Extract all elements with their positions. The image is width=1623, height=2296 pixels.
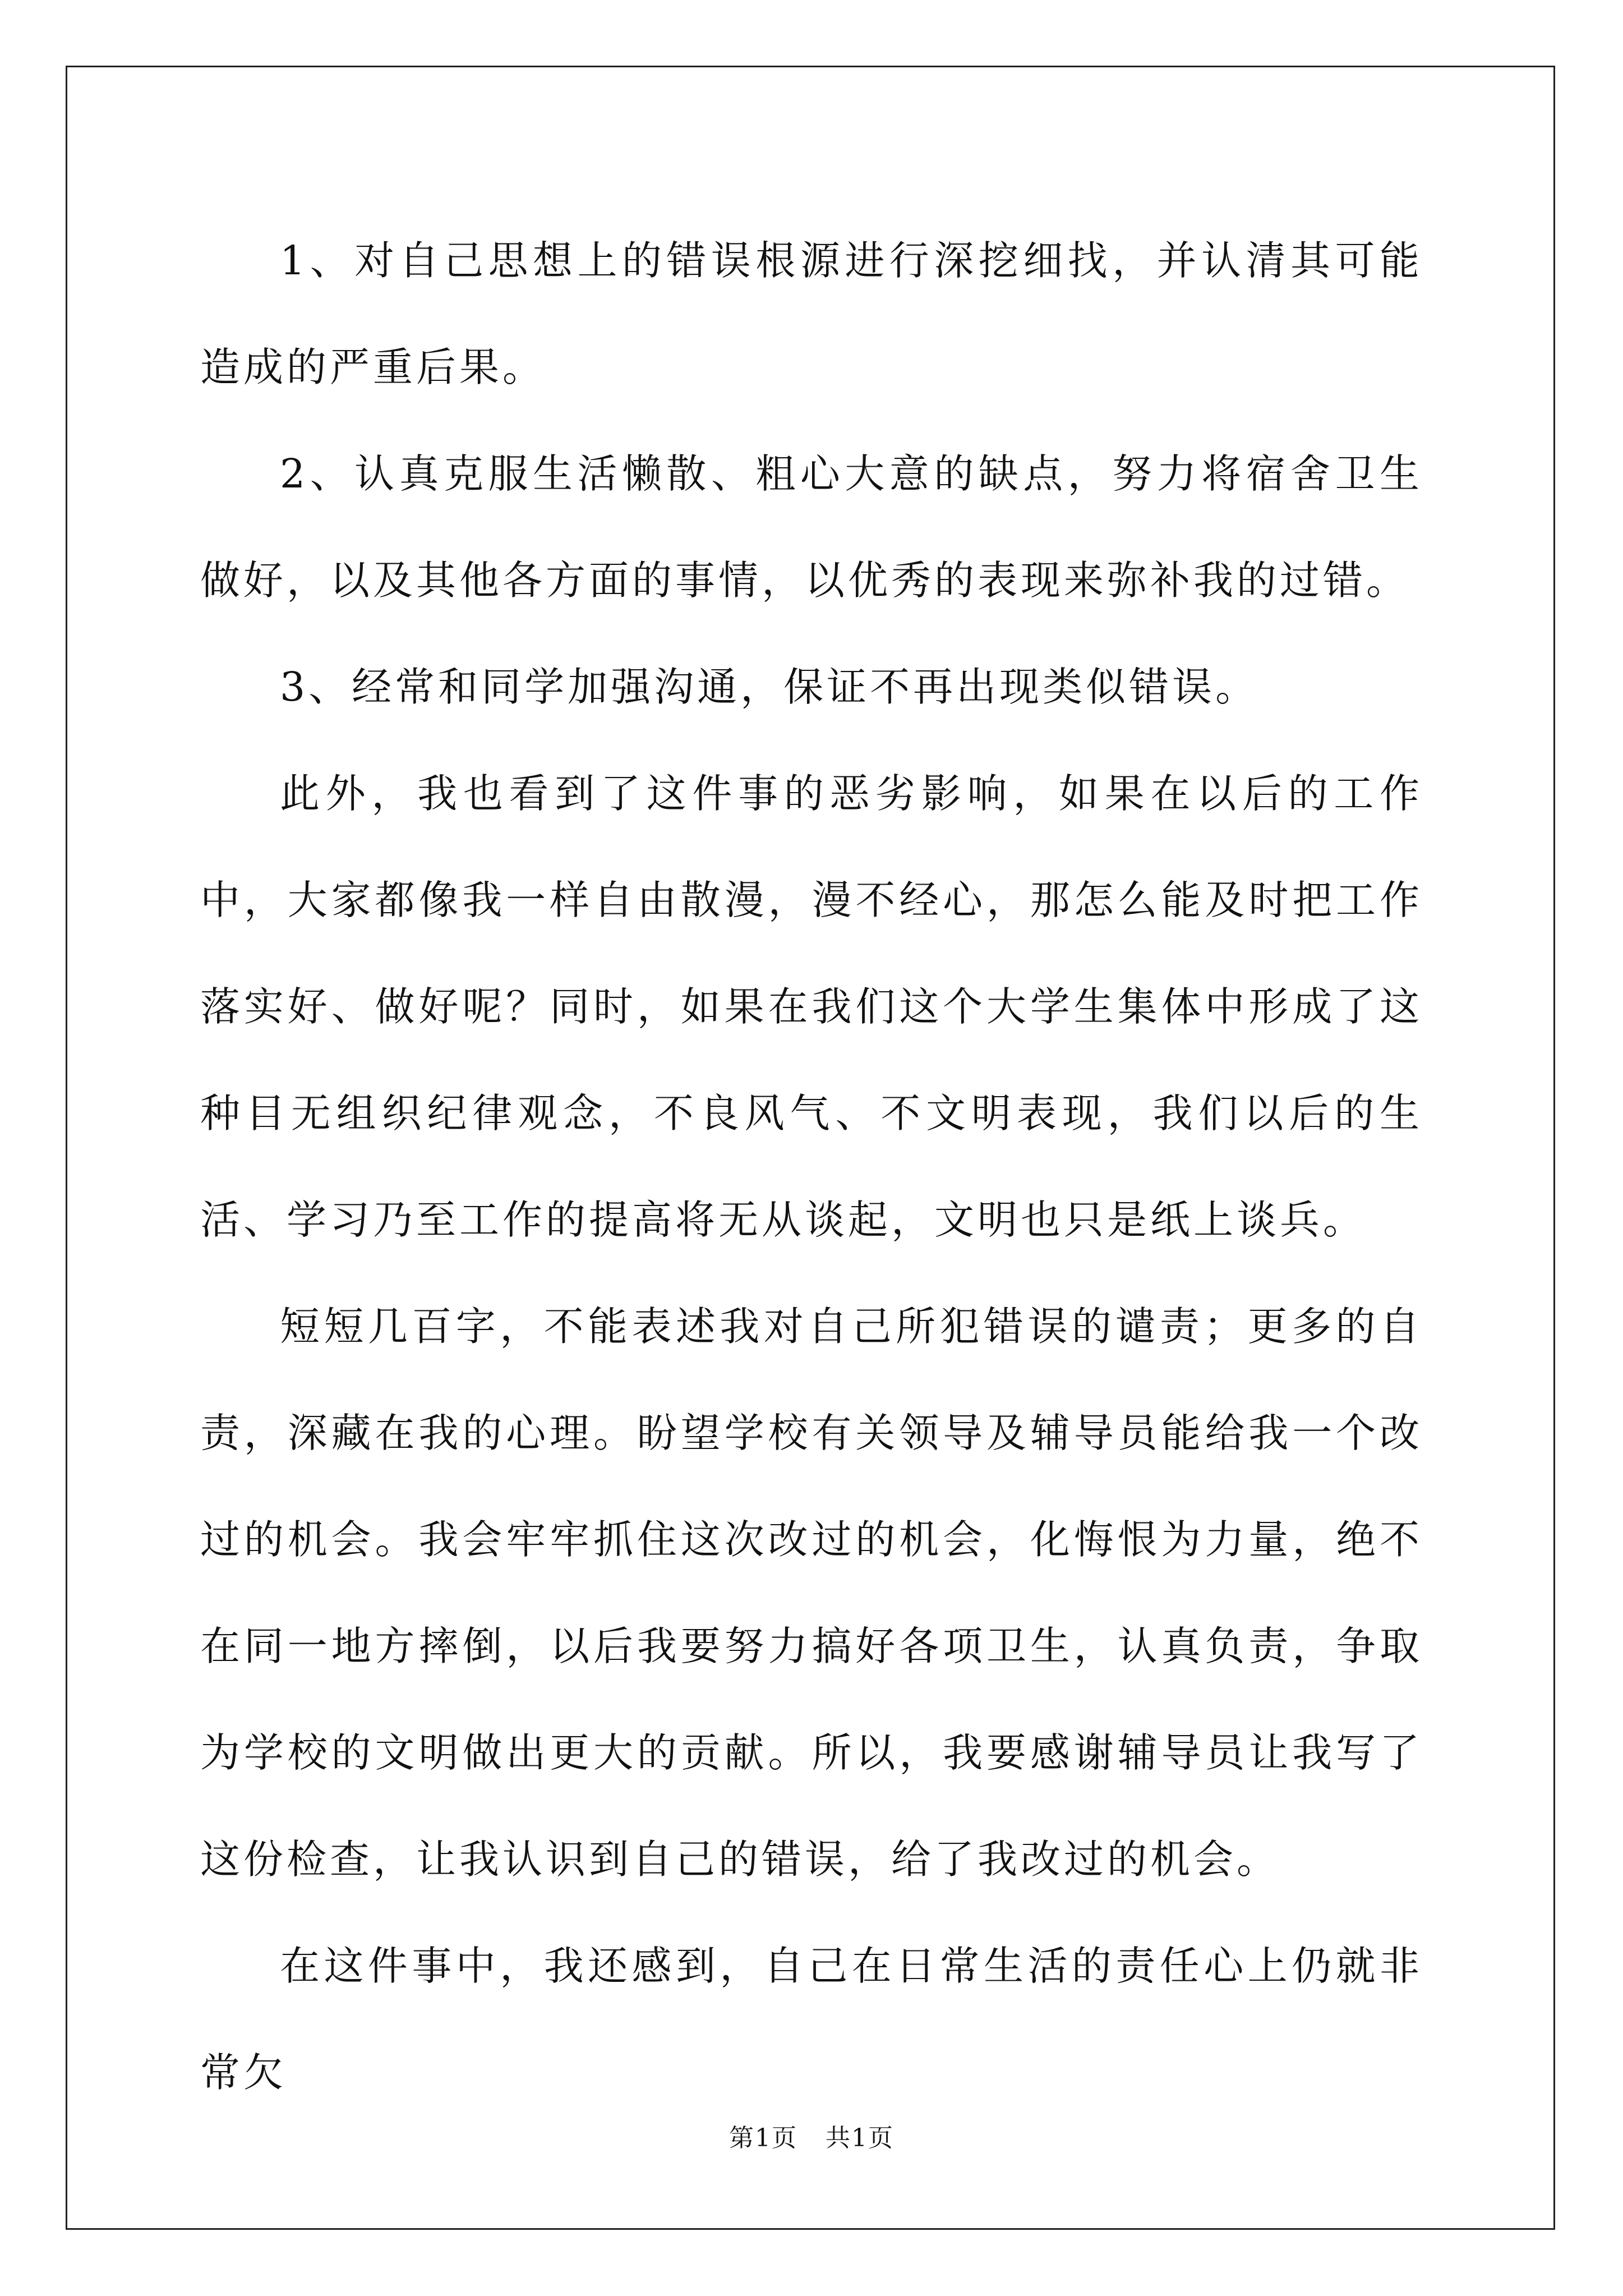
page-number-current: 第1页 <box>729 2124 797 2152</box>
paragraph-3: 3、经常和同学加强沟通，保证不再出现类似错误。 <box>280 664 1259 710</box>
paragraph-4: 此外，我也看到了这件事的恶劣影响，如果在以后的工作中，大家都像我一样自由散漫，漫不经心，那怎么能及时把工作落实好、做好呢？同时，如果在我们这个大学生集体中形成了这种目无组织纪律观念，不良风气、不文明表现，我们以后的生活、学习乃至工作的提高将无从谈起，文明也只是纸上谈兵。 <box>200 770 1423 1243</box>
page-number-total: 共1页 <box>826 2124 894 2152</box>
paragraph-2: 2、认真克服生活懒散、粗心大意的缺点，努力将宿舍卫生做好，以及其他各方面的事情，以优秀的表现来弥补我的过错。 <box>200 450 1423 604</box>
paragraph-1: 1、对自己思想上的错误根源进行深挖细找，并认清其可能造成的严重后果。 <box>200 237 1423 390</box>
page-footer <box>0 2118 1623 2154</box>
document-body <box>200 208 1423 2126</box>
paragraph-6: 在这件事中，我还感到，自己在日常生活的责任心上仍就非常欠 <box>200 1943 1423 2096</box>
paragraph-5: 短短几百字，不能表述我对自己所犯错误的谴责；更多的自责，深藏在我的心理。盼望学校有关领导及辅导员能给我一个改过的机会。我会牢牢抓住这次改过的机会，化悔恨为力量，绝不在同一地方摔倒，以后我要努力搞好各项卫生，认真负责，争取为学校的文明做出更大的贡献。所以，我要感谢辅导员让我写了这份检查，让我认识到自己的错误，给了我改过的机会。 <box>200 1303 1423 1883</box>
